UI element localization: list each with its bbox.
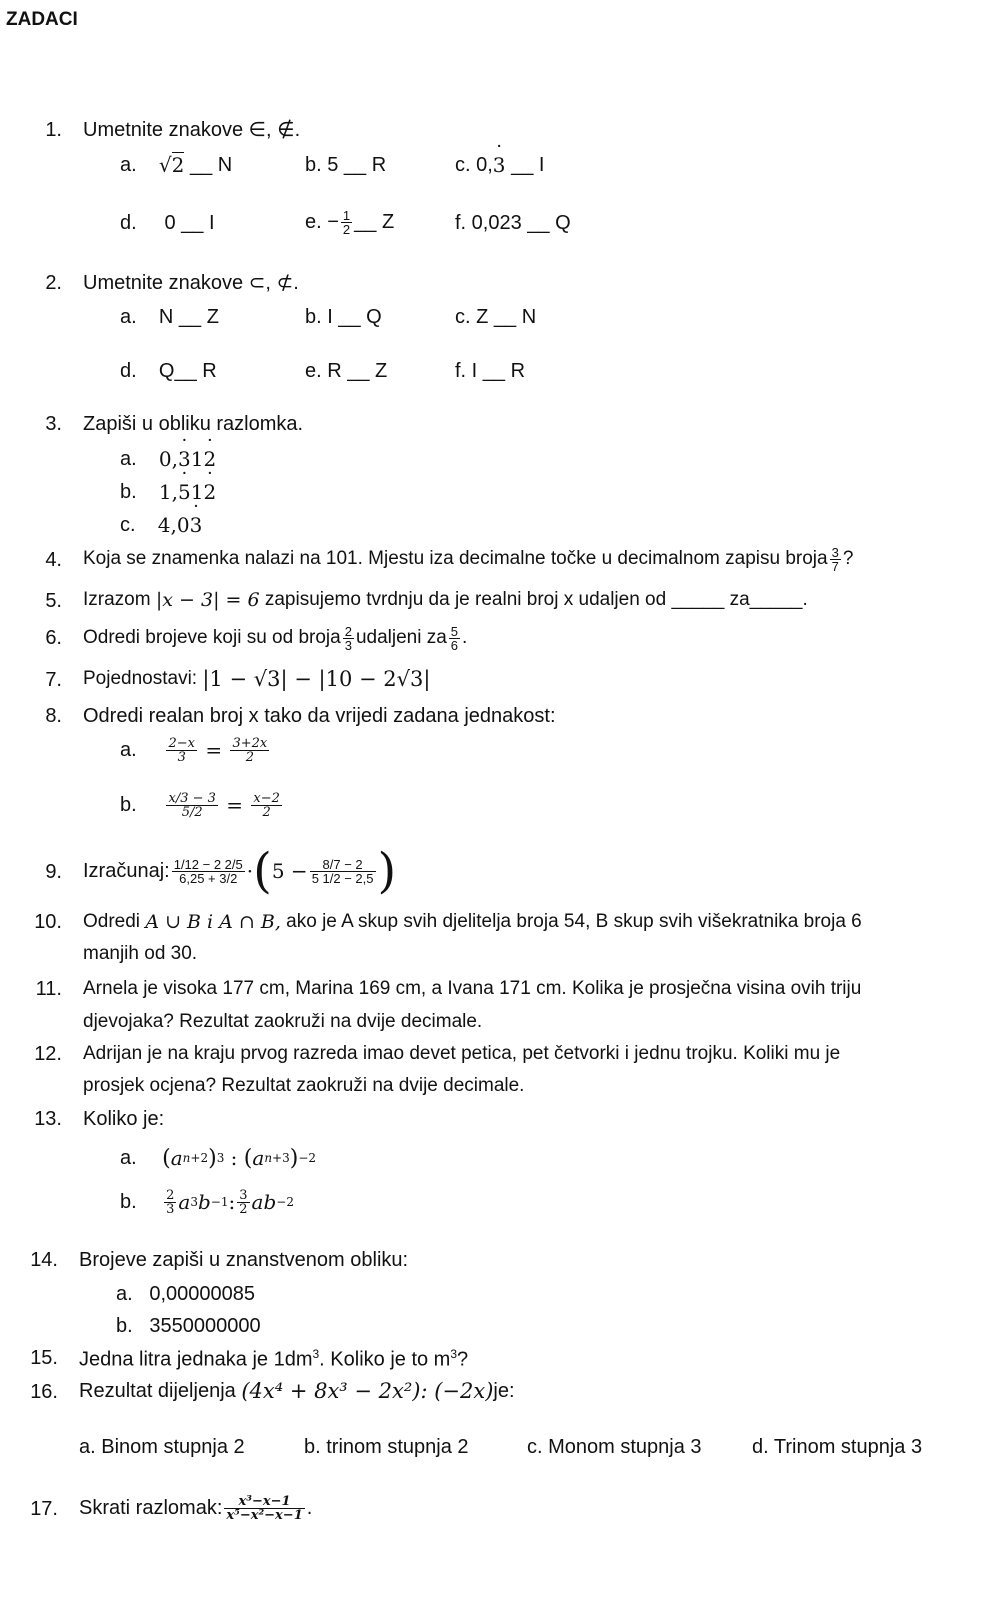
task-15-text: Jedna litra jednaka je $1dm^3$. Koliko je to $m^3$? bbox=[79, 1347, 469, 1371]
item-label: b. bbox=[120, 480, 137, 503]
decimal-prefix: 0, bbox=[158, 447, 179, 471]
item-label: a. bbox=[120, 305, 137, 328]
task-3c bbox=[120, 510, 202, 540]
page-title: ZADACI bbox=[6, 9, 78, 30]
item-label: b. bbox=[116, 1314, 133, 1337]
task-tail: je: bbox=[493, 1379, 515, 1402]
task-14-text: Brojeve zapiši u znanstvenom obliku: bbox=[79, 1249, 409, 1271]
item-value: 0 __ I bbox=[164, 211, 215, 234]
task-11-number: 11. bbox=[35, 978, 62, 1000]
task-17-text bbox=[79, 1483, 312, 1533]
repeating-digit: 5 ˙ bbox=[178, 480, 191, 504]
task-1f: f. 0,023 __ Q bbox=[455, 211, 571, 234]
task-10-line2: manjih od 30. bbox=[83, 943, 198, 964]
task-text: ako je A skup svih djelitelja broja 54, B skup svih višekratnika broja 6 bbox=[286, 911, 862, 932]
fraction: $\frac{1}{2}$ bbox=[342, 207, 351, 237]
task-2f: f. I __ R bbox=[455, 359, 526, 382]
task-11-line1: Arnela je visoka 177 cm, Marina 169 cm, a Ivana 171 cm. Kolika je prosječna visina ovih triju bbox=[83, 978, 862, 999]
task-text: Izrazom bbox=[83, 589, 151, 610]
item-label: b. bbox=[120, 1190, 137, 1213]
digit: 1 bbox=[190, 480, 204, 504]
task-14b bbox=[116, 1312, 261, 1340]
task-3-text: Zapiši u obliku razlomka. bbox=[83, 413, 304, 435]
task-16-option-a: a. Binom stupnja 2 bbox=[79, 1436, 245, 1458]
task-8-number: 8. bbox=[45, 705, 62, 727]
task-text: zapisujemo tvrdnju da je realni broj x udaljen od _____ za_____. bbox=[264, 589, 808, 610]
task-6-number: 6. bbox=[45, 627, 62, 649]
task-16-number: 16. bbox=[30, 1381, 58, 1403]
task-10-number: 10. bbox=[34, 911, 62, 933]
task-14a bbox=[116, 1280, 255, 1308]
task-12-line2: prosjek ocjena? Rezultat zaokruži na dvije decimale. bbox=[83, 1075, 525, 1096]
item-label: a. bbox=[120, 738, 137, 761]
task-tail: ? bbox=[842, 548, 854, 569]
item-label: d. bbox=[120, 211, 137, 234]
task-11-line2: djevojaka? Rezultat zaokruži na dvije decimale. bbox=[83, 1011, 483, 1032]
task-2d bbox=[120, 356, 217, 386]
task-1d bbox=[120, 208, 215, 238]
task-8-text: Odredi realan broj x tako da vrijedi zadana jednakost: bbox=[83, 705, 556, 727]
task-1b: b. 5 __ R bbox=[305, 153, 387, 176]
task-2a bbox=[120, 302, 219, 332]
item-label: a. bbox=[120, 1146, 137, 1169]
task-15-number: 15. bbox=[30, 1347, 58, 1369]
task-2c: c. Z __ N bbox=[455, 305, 537, 328]
task-7-text bbox=[83, 664, 430, 694]
task-12-number: 12. bbox=[34, 1043, 62, 1065]
task-2-text: Umetnite znakove ⊂, ⊄. bbox=[83, 272, 299, 294]
math-expression: A ∪ B i A ∩ B, bbox=[145, 911, 281, 933]
fraction: 3 7 bbox=[831, 544, 839, 574]
repeating-digit: 3 ˙ bbox=[178, 447, 191, 471]
item-label: c. 0, bbox=[455, 153, 493, 176]
fraction: 5 6 bbox=[450, 623, 459, 653]
task-13-text: Koliko je: bbox=[83, 1108, 165, 1130]
item-value: 0,00000085 bbox=[149, 1282, 256, 1305]
fraction: $\frac{8/7 - 2}{5 1/2 - 2,5}$ bbox=[311, 856, 374, 886]
task-8b: b. $\frac{x/3 - 3}{5/2}$ = $\frac{x-2}{2}$ bbox=[120, 790, 280, 820]
task-10-text bbox=[83, 908, 862, 936]
task-16-option-d: d. Trinom stupnja 3 bbox=[752, 1436, 923, 1458]
item-tail: __ I bbox=[511, 153, 545, 176]
task-16-option-c: c. Monom stupnja 3 bbox=[527, 1436, 702, 1458]
task-3-number: 3. bbox=[45, 413, 62, 435]
sqrt-expression: √2 bbox=[158, 153, 185, 177]
fraction: $\frac{3+2x}{2}$ bbox=[232, 735, 268, 765]
task-tail: . bbox=[462, 627, 468, 648]
task-1a bbox=[120, 150, 232, 180]
fraction: $\frac{2-x}{3}$ bbox=[168, 735, 195, 765]
item-label: a. bbox=[120, 447, 137, 470]
task-12-line1: Adrijan je na kraju prvog razreda imao devet petica, pet četvorki i jednu trojku. Koliki mu je bbox=[83, 1043, 841, 1064]
task-5-number: 5. bbox=[45, 590, 62, 612]
item-value: 3550000000 bbox=[149, 1314, 261, 1337]
math-expression: 5 − bbox=[271, 859, 308, 883]
repeating-digit: 2 ˙ bbox=[203, 447, 216, 471]
task-1-text: Umetnite znakove ∈, ∉. bbox=[83, 119, 301, 141]
item-label: b. bbox=[120, 793, 137, 816]
task-text: Koja se znamenka nalazi na 101. Mjestu iza decimalne točke u decimalnom zapisu broja bbox=[83, 548, 828, 569]
task-tail: . bbox=[306, 1496, 313, 1519]
repeating-digit: 3 ˙ bbox=[493, 153, 506, 177]
task-6-text bbox=[83, 618, 467, 658]
task-13b: b. 2 3 a 3 b −1 : 3 2 ab −2 bbox=[120, 1187, 294, 1217]
task-4-number: 4. bbox=[45, 549, 62, 571]
fraction: 2 3 bbox=[344, 623, 352, 653]
item-tail: __ Z bbox=[354, 210, 395, 233]
item-tail: __ N bbox=[189, 153, 233, 176]
fraction: $\frac{x-2}{2}$ bbox=[253, 790, 280, 820]
item-label: a. bbox=[120, 153, 137, 176]
task-text: Skrati razlomak: bbox=[79, 1496, 223, 1519]
decimal-prefix: 1, bbox=[158, 480, 179, 504]
task-text: udaljeni za bbox=[355, 627, 447, 648]
task-4-text bbox=[83, 540, 853, 578]
task-5-text bbox=[83, 586, 808, 614]
item-label: c. bbox=[120, 513, 136, 536]
math-expression: |x − 3| = 6 bbox=[155, 589, 260, 611]
task-9-number: 9. bbox=[45, 861, 62, 883]
task-2e: e. R __ Z bbox=[305, 359, 388, 382]
item-value: Q__ R bbox=[158, 359, 217, 382]
task-text: Odredi brojeve koji su od broja bbox=[83, 627, 341, 648]
repeating-digit: 3 ˙ bbox=[190, 513, 203, 537]
task-14-number: 14. bbox=[30, 1249, 58, 1271]
task-9-text: Izračunaj: 1/12 − 2 2/5 6,25 + 3/2 · ( 5 − $\frac{8/7 - 2}{5 1/2 - 2,5}$ ) bbox=[83, 843, 397, 899]
task-1-number: 1. bbox=[45, 119, 62, 141]
task-7-number: 7. bbox=[45, 669, 62, 691]
task-1c bbox=[455, 150, 544, 180]
fraction: 1/12 − 2 2/5 6,25 + 3/2 bbox=[173, 856, 243, 886]
task-3b bbox=[120, 477, 216, 507]
task-text: Rezultat dijeljenja bbox=[79, 1379, 236, 1402]
fraction: x³−x−1 x⁵−x²−x−1 bbox=[226, 1493, 303, 1523]
item-label: a. bbox=[116, 1282, 133, 1305]
task-3a bbox=[120, 444, 216, 474]
task-2b: b. I __ Q bbox=[305, 305, 382, 328]
dot-operator: · bbox=[246, 859, 254, 883]
task-13a: a. ( a n+2 ) 3 : ( a n+3 ) −2 bbox=[120, 1145, 317, 1171]
math-expression: |1 − √3| − |10 − 2√3| bbox=[202, 667, 431, 691]
item-value: N __ Z bbox=[158, 305, 219, 328]
digit: 1 bbox=[190, 447, 204, 471]
task-1e bbox=[305, 204, 394, 240]
math-expression: (4x⁴ + 8x³ − 2x²): (−2x) bbox=[241, 1379, 494, 1403]
item-label: e. − bbox=[305, 210, 339, 233]
decimal-prefix: 4,0 bbox=[157, 513, 190, 537]
task-2-number: 2. bbox=[45, 272, 62, 294]
repeating-digit: 2 ˙ bbox=[203, 480, 216, 504]
task-8a: a. $\frac{2-x}{3}$ = $\frac{3+2x}{2}$ bbox=[120, 735, 268, 765]
task-16-text bbox=[79, 1376, 515, 1406]
task-16-option-b: b. trinom stupnja 2 bbox=[304, 1436, 469, 1458]
task-text: Pojednostavi: bbox=[83, 668, 198, 689]
task-13-number: 13. bbox=[34, 1108, 62, 1130]
task-text: Izračunaj: bbox=[83, 859, 170, 882]
fraction: $\frac{x/3 - 3}{5/2}$ bbox=[168, 790, 216, 820]
item-label: d. bbox=[120, 359, 137, 382]
task-17-number: 17. bbox=[30, 1498, 58, 1520]
task-text: Odredi bbox=[83, 911, 141, 932]
